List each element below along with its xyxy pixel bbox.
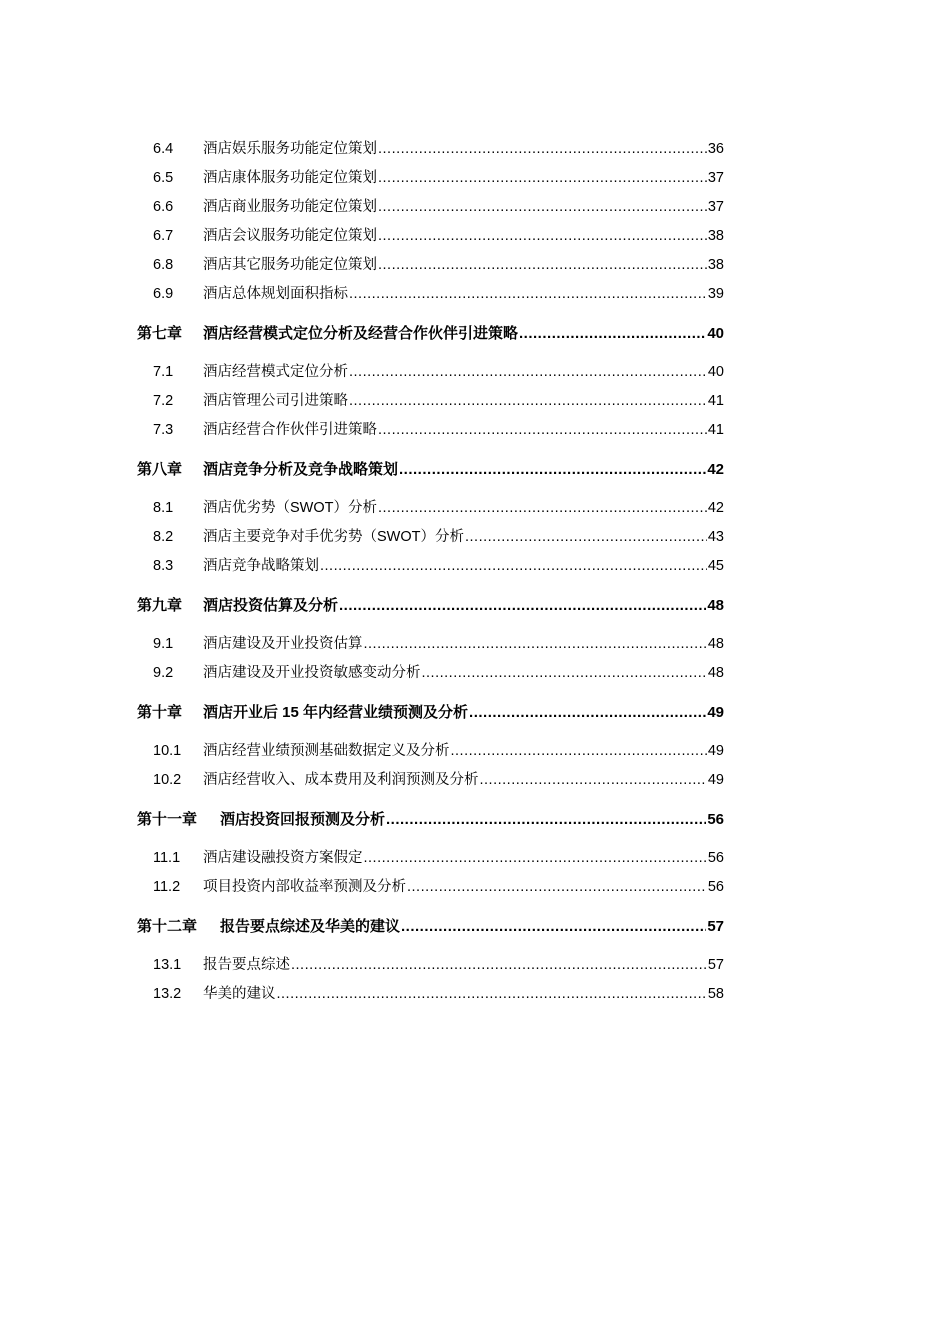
- toc-entry-title: 酒店经营合作伙伴引进策略: [203, 422, 377, 438]
- toc-entry-number: 11.2: [153, 879, 181, 895]
- toc-entry-number: 7.3: [153, 422, 174, 438]
- toc-entry-title: 酒店经营模式定位分析及经营合作伙伴引进策略: [203, 325, 519, 342]
- toc-entry-page-number: 56: [707, 879, 724, 895]
- toc-entry-number: 10.1: [153, 743, 182, 759]
- toc-entry-title: 报告要点综述及华美的建议: [220, 918, 401, 935]
- toc-section-entry[interactable]: [137, 844, 724, 873]
- toc-section-entry[interactable]: [137, 980, 724, 1009]
- toc-section-entry[interactable]: [137, 552, 724, 581]
- toc-entry-page-number: 41: [707, 422, 724, 438]
- toc-entry-title: 酒店建设融投资方案假定: [203, 850, 363, 866]
- toc-entry-number: 6.5: [153, 170, 174, 186]
- toc-entry-page-number: 48: [707, 597, 724, 614]
- toc-entry-title: 华美的建议: [203, 986, 276, 1002]
- toc-dot-leader: [349, 358, 707, 387]
- toc-chapter-entry[interactable]: [137, 912, 724, 941]
- toc-dot-leader: [349, 280, 707, 309]
- toc-entry-page-number: 42: [707, 461, 724, 478]
- toc-entry-page-number: 37: [707, 170, 724, 186]
- toc-dot-leader: [349, 387, 707, 416]
- toc-entry-title: 酒店经营业绩预测基础数据定义及分析: [203, 743, 450, 759]
- toc-entry-title: 酒店商业服务功能定位策划: [203, 199, 377, 215]
- toc-entry-page-number: 56: [707, 811, 724, 828]
- toc-dot-leader: [320, 552, 707, 581]
- toc-dot-leader: [378, 251, 707, 280]
- toc-dot-leader: [378, 164, 707, 193]
- toc-section-entry[interactable]: [137, 494, 724, 523]
- toc-entry-number: 8.2: [153, 529, 174, 545]
- toc-chapter-entry[interactable]: [137, 455, 724, 484]
- toc-dot-leader: [401, 912, 706, 941]
- toc-dot-leader: [519, 319, 706, 348]
- toc-entry-page-number: 45: [707, 558, 724, 574]
- toc-entry-title: 酒店管理公司引进策略: [203, 393, 348, 409]
- toc-entry-number: 7.2: [153, 393, 174, 409]
- toc-section-entry[interactable]: [137, 873, 724, 902]
- toc-entry-number: 10.2: [153, 772, 182, 788]
- toc-section-entry[interactable]: [137, 135, 724, 164]
- toc-entry-title: 报告要点综述: [203, 957, 290, 973]
- toc-dot-leader: [378, 494, 707, 523]
- toc-dot-leader: [277, 980, 707, 1009]
- toc-section-entry[interactable]: [137, 659, 724, 688]
- toc-entry-number: 6.7: [153, 228, 174, 244]
- toc-entry-page-number: 49: [707, 704, 724, 721]
- toc-entry-number: 第八章: [137, 461, 183, 478]
- toc-entry-title: 酒店竞争战略策划: [203, 558, 319, 574]
- toc-entry-title: 酒店经营模式定位分析: [203, 364, 348, 380]
- toc-entry-page-number: 57: [707, 918, 724, 935]
- toc-section-entry[interactable]: [137, 358, 724, 387]
- toc-entry-title: 酒店康体服务功能定位策划: [203, 170, 377, 186]
- toc-entry-title: 酒店主要竞争对手优劣势（SWOT）分析: [203, 529, 464, 545]
- toc-entry-page-number: 41: [707, 393, 724, 409]
- toc-entry-page-number: 43: [707, 529, 724, 545]
- toc-entry-title: 酒店会议服务功能定位策划: [203, 228, 377, 244]
- toc-entry-number: 6.9: [153, 286, 174, 302]
- toc-section-entry[interactable]: [137, 951, 724, 980]
- toc-section-entry[interactable]: [137, 737, 724, 766]
- toc-section-entry[interactable]: [137, 766, 724, 795]
- toc-section-entry[interactable]: [137, 630, 724, 659]
- toc-entry-page-number: 48: [707, 636, 724, 652]
- toc-entry-title: 酒店优劣势（SWOT）分析: [203, 500, 377, 516]
- toc-entry-page-number: 38: [707, 228, 724, 244]
- toc-entry-page-number: 42: [707, 500, 724, 516]
- toc-dot-leader: [378, 135, 707, 164]
- toc-dot-leader: [469, 698, 706, 727]
- toc-section-entry[interactable]: [137, 251, 724, 280]
- toc-entry-page-number: 39: [707, 286, 724, 302]
- toc-dot-leader: [386, 805, 706, 834]
- toc-dot-leader: [480, 766, 707, 795]
- toc-entry-number: 7.1: [153, 364, 174, 380]
- toc-dot-leader: [451, 737, 707, 766]
- toc-section-entry[interactable]: [137, 222, 724, 251]
- toc-entry-number: 第十章: [137, 704, 183, 721]
- toc-entry-title: 酒店投资估算及分析: [203, 597, 339, 614]
- toc-entry-number: 9.1: [153, 636, 174, 652]
- toc-entry-number: 6.8: [153, 257, 174, 273]
- toc-entry-number: 第九章: [137, 597, 183, 614]
- toc-entry-number: 第七章: [137, 325, 183, 342]
- toc-dot-leader: [378, 193, 707, 222]
- toc-entry-title: 酒店其它服务功能定位策划: [203, 257, 377, 273]
- toc-section-entry[interactable]: [137, 164, 724, 193]
- toc-entry-number: 8.3: [153, 558, 174, 574]
- toc-dot-leader: [339, 591, 706, 620]
- toc-entry-title: 酒店建设及开业投资敏感变动分析: [203, 665, 421, 681]
- toc-entry-title: 酒店娱乐服务功能定位策划: [203, 141, 377, 157]
- toc-entry-title: 酒店竞争分析及竞争战略策划: [203, 461, 399, 478]
- toc-entry-page-number: 38: [707, 257, 724, 273]
- toc-dot-leader: [291, 951, 707, 980]
- toc-entry-number: 第十二章: [137, 918, 198, 935]
- toc-dot-leader: [378, 416, 707, 445]
- toc-entry-title: 酒店建设及开业投资估算: [203, 636, 363, 652]
- toc-entry-number: 6.4: [153, 141, 174, 157]
- toc-dot-leader: [422, 659, 707, 688]
- toc-entry-title: 酒店经营收入、成本费用及利润预测及分析: [203, 772, 479, 788]
- toc-chapter-entry[interactable]: [137, 698, 724, 727]
- toc-dot-leader: [465, 523, 707, 552]
- toc-section-entry[interactable]: [137, 193, 724, 222]
- toc-entry-number: 13.1: [153, 957, 182, 973]
- toc-entry-number: 第十一章: [137, 811, 198, 828]
- toc-entry-number: 13.2: [153, 986, 182, 1002]
- toc-chapter-entry[interactable]: [137, 319, 724, 348]
- toc-dot-leader: [378, 222, 707, 251]
- toc-dot-leader: [407, 873, 707, 902]
- toc-entry-title: 酒店总体规划面积指标: [203, 286, 348, 302]
- toc-section-entry[interactable]: [137, 416, 724, 445]
- toc-entry-page-number: 56: [707, 850, 724, 866]
- toc-entry-title: 项目投资内部收益率预测及分析: [203, 879, 406, 895]
- toc-entry-page-number: 49: [707, 743, 724, 759]
- toc-entry-page-number: 57: [707, 957, 724, 973]
- toc-entry-page-number: 40: [707, 325, 724, 342]
- toc-dot-leader: [364, 844, 707, 873]
- table-of-contents: [137, 135, 724, 1009]
- toc-entry-title: 酒店投资回报预测及分析: [220, 811, 386, 828]
- toc-entry-number: 8.1: [153, 500, 174, 516]
- toc-chapter-entry[interactable]: [137, 805, 724, 834]
- toc-chapter-entry[interactable]: [137, 591, 724, 620]
- toc-entry-page-number: 40: [707, 364, 724, 380]
- toc-entry-page-number: 36: [707, 141, 724, 157]
- toc-section-entry[interactable]: [137, 387, 724, 416]
- toc-entry-number: 6.6: [153, 199, 174, 215]
- toc-entry-page-number: 49: [707, 772, 724, 788]
- toc-entry-title: 酒店开业后 15 年内经营业绩预测及分析: [203, 704, 469, 721]
- toc-entry-page-number: 58: [707, 986, 724, 1002]
- toc-entry-page-number: 37: [707, 199, 724, 215]
- toc-section-entry[interactable]: [137, 523, 724, 552]
- toc-entry-number: 9.2: [153, 665, 174, 681]
- toc-entry-number: 11.1: [153, 850, 181, 866]
- toc-entry-page-number: 48: [707, 665, 724, 681]
- toc-dot-leader: [399, 455, 706, 484]
- toc-dot-leader: [364, 630, 707, 659]
- toc-section-entry[interactable]: [137, 280, 724, 309]
